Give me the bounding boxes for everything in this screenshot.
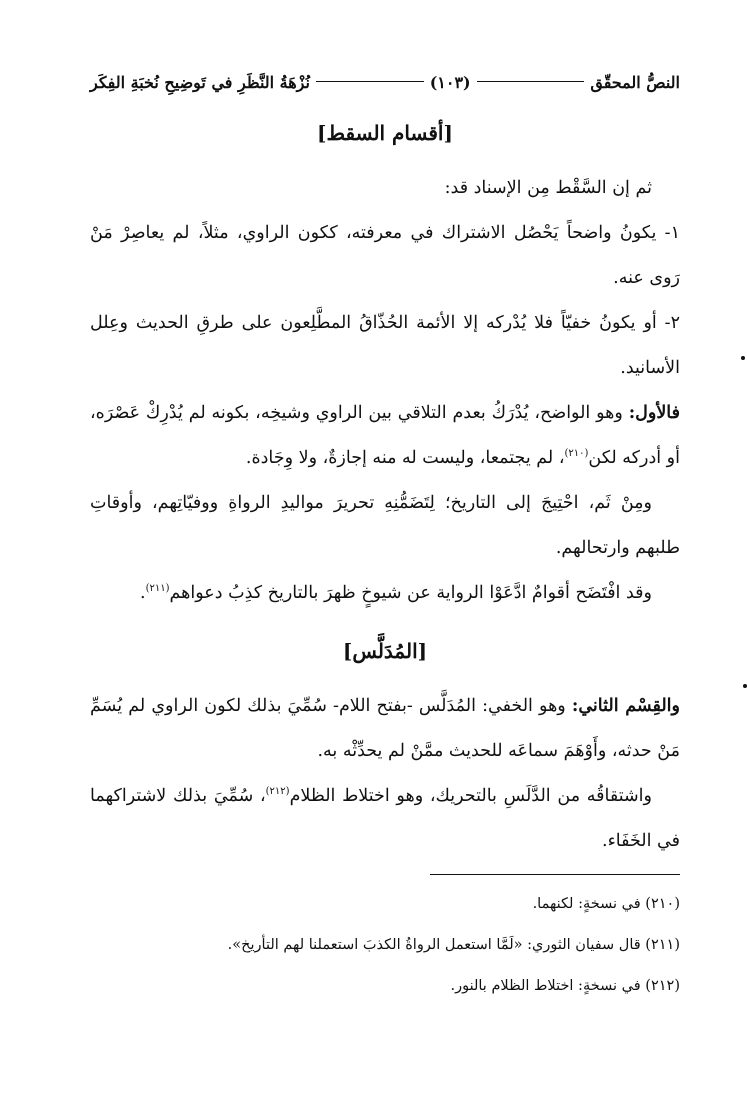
second-type-lead: والقِسْم الثاني: [571, 696, 680, 716]
footnote-212: (٢١٢) في نسخةٍ: اختلاط الظلام بالنور. [450, 978, 680, 994]
first-type-text-b: ، لم يجتمعا، وليست له منه إجازةٌ، ولا وِجَادة. [245, 448, 565, 468]
page-number: (١٠٣) [429, 73, 471, 92]
second-type-text: وهو الخفي: المُدَلَّس -بفتح اللام- سُمِّيَ بذلك لكون الراوي لم يُسَمِّ مَنْ حدثه، وأَوْهَمَ سماعَه للحديث ممَّنْ لم يحدِّثْه به. [90, 696, 680, 761]
footnote-211: (٢١١) قال سفيان الثوري: «لَمَّا استعمل الرواةُ الكذبَ استعملنا لهم التأريخ». [227, 937, 680, 953]
paragraph-item-1: ١- يكونُ واضحاً يَحْصُل الاشتراك في معرفته، ككون الراوي، مثلاً، لم يعاصِرْ مَنْ رَوى عنه. [90, 223, 680, 288]
paragraph-item-2: ٢- أو يكونُ خفيّاً فلا يُدْركه إلا الأئمة الحُذّاقُ المطَّلِعون على طرقِ الحديث وعِلل الأسانيد. [90, 313, 680, 378]
paragraph-history: ومِنْ ثَم، احْتِيجَ إلى التاريخ؛ لِتَضَمُّنِهِ تحريرَ مواليدِ الرواةِ ووفيّاتِهم، وأوقاتِ طلبهم وارتحالهم. [90, 493, 680, 558]
etymology-text-a: واشتقاقُه من الدَّلَسِ بالتحريك، وهو اختلاط الظلام [289, 786, 652, 806]
footnote-210: (٢١٠) في نسخةٍ: لكنهما. [532, 896, 680, 912]
header-rule-left [316, 81, 424, 82]
paragraph-intro: ثم إن السَّقْط مِن الإسناد قد: [444, 178, 652, 198]
exposed-text-b: . [140, 583, 146, 603]
paragraph-etymology [90, 774, 680, 864]
book-title: نُزْهَةُ النَّظَرِ في تَوضِيحِ نُخبَةِ الفِكَر [90, 73, 310, 92]
first-type-text-a: وهو الواضح، يُدْرَكُ بعدم التلاقي بين الراوي وشيخِه، بكونه لم يُدْرِكْ عَصْرَه، أو أدركه لكن [90, 403, 680, 468]
footnote-separator-wrap [90, 864, 680, 884]
header-rule-right [477, 81, 585, 82]
heading-sections-of-omission: [أقسام السقط] [317, 121, 453, 145]
exposed-text-a: وقد افْتَضَح أقوامٌ ادَّعَوْا الرواية عن شيوخٍ ظهرَ بالتاريخ كذِبُ دعواهم [169, 583, 652, 603]
footnote-separator [430, 874, 680, 875]
etymology-text-b: ، سُمِّيَ بذلك لاشتراكهما في الخَفَاء. [90, 786, 680, 851]
footnote-ref-210: (٢١٠) [564, 448, 589, 460]
paragraph-second-type [90, 684, 680, 774]
footnote-ref-211: (٢١١) [145, 583, 170, 595]
header-section-label: النصُّ المحقّق [590, 73, 680, 92]
margin-mark [743, 684, 747, 688]
heading-mudallas: [المُدَلَّس] [342, 639, 428, 663]
margin-mark [741, 356, 745, 360]
first-type-lead: فالأول: [628, 403, 680, 423]
footnote-ref-212: (٢١٢) [265, 786, 290, 798]
running-header [90, 70, 680, 96]
document-page [90, 70, 680, 1007]
paragraph-first-type [90, 391, 680, 481]
paragraph-exposed [90, 571, 680, 616]
